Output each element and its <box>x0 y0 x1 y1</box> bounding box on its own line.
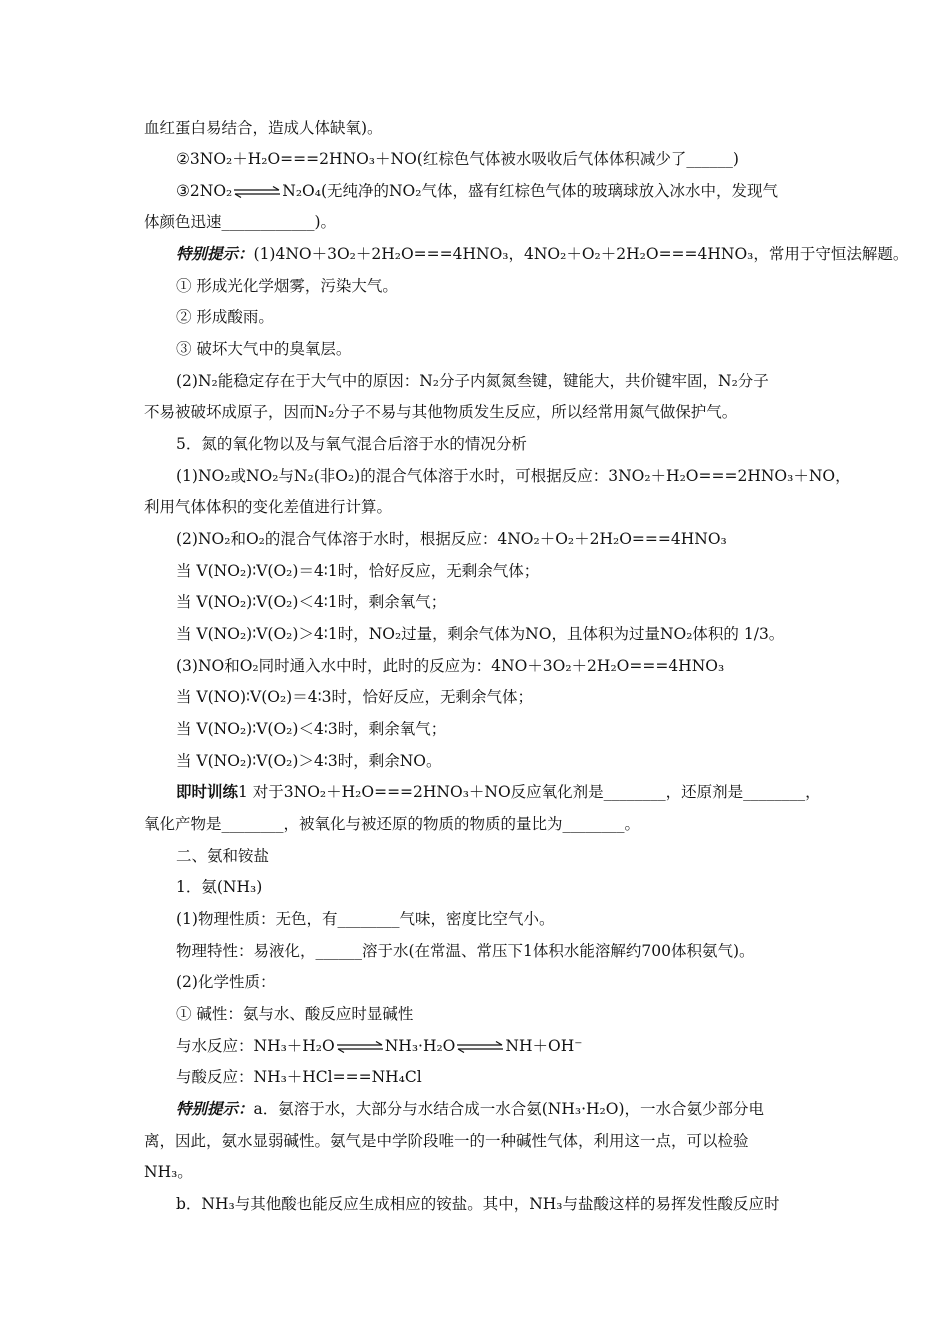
subsection-heading: 1．氨(NH₃) <box>176 878 263 896</box>
text-line: (1)NO₂或NO₂与N₂(非O₂)的混合气体溶于水时，可根据反应：3NO₂＋H₂O===2HNO₃＋NO， <box>176 467 851 485</box>
text-line: 当 V(NO₂)∶V(O₂)＞4∶1时，NO₂过量，剩余气体为NO，且体积为过量NO₂体积的 1/3。 <box>176 625 785 643</box>
text-line: 当 V(NO)∶V(O₂)＝4∶3时，恰好反应，无剩余气体； <box>176 688 533 706</box>
text-line <box>176 781 821 803</box>
text-line: 离，因此，氨水显弱碱性。氨气是中学阶段唯一的一种碱性气体，利用这一点，可以检验 <box>144 1132 749 1150</box>
text-line: 利用气体体积的变化差值进行计算。 <box>144 498 393 516</box>
text-line: 物理特性：易液化，______溶于水(在常温、常压下1体积水能溶解约700体积氨气)。 <box>176 942 755 960</box>
text-line: 与酸反应：NH₃＋HCl===NH₄Cl <box>176 1068 422 1086</box>
text-line: ① 碱性：氨与水、酸反应时显碱性 <box>176 1005 414 1023</box>
text-line: (2)NO₂和O₂的混合气体溶于水时，根据反应：4NO₂＋O₂＋2H₂O===4HNO₃ <box>176 530 727 548</box>
text-line: 不易被破坏成原子，因而N₂分子不易与其他物质发生反应，所以经常用氮气做保护气。 <box>144 403 738 421</box>
text-line: NH₃。 <box>144 1163 193 1181</box>
section-heading: 5．氮的氧化物以及与氧气混合后溶于水的情况分析 <box>176 435 527 453</box>
text-line: b．NH₃与其他酸也能反应生成相应的铵盐。其中，NH₃与盐酸这样的易挥发性酸反应时 <box>176 1195 780 1213</box>
section-heading: 二、氨和铵盐 <box>176 847 270 865</box>
text-line: 当 V(NO₂)∶V(O₂)＜4∶1时，剩余氧气； <box>176 593 447 611</box>
text-line: ① 形成光化学烟雾，污染大气。 <box>176 277 398 295</box>
text-line: 当 V(NO₂)∶V(O₂)＞4∶3时，剩余NO。 <box>176 752 442 770</box>
text-line: 当 V(NO₂)∶V(O₂)＝4∶1时，恰好反应，无剩余气体； <box>176 562 540 580</box>
text-line <box>176 243 908 265</box>
text-line: (3)NO和O₂同时通入水中时，此时的反应为：4NO＋3O₂＋2H₂O===4HNO₃ <box>176 657 725 675</box>
exercise-label: 即时训练 <box>176 782 239 801</box>
text-line <box>176 1098 764 1120</box>
note-label: 特别提示： <box>176 244 254 263</box>
text-fragment: N₂O₄(无纯净的NO₂气体，盛有红棕色气体的玻璃球放入冰水中，发现气 <box>282 182 778 200</box>
text-line <box>176 180 778 202</box>
equilibrium-arrow-icon <box>336 1041 384 1053</box>
text-line: (2)化学性质： <box>176 973 276 991</box>
text-fragment: NH＋OH⁻ <box>505 1037 583 1055</box>
text-line: ② 形成酸雨。 <box>176 308 274 326</box>
text-line: 血红蛋白易结合，造成人体缺氧)。 <box>144 119 383 137</box>
text-fragment: a．氨溶于水，大部分与水结合成一水合氨(NH₃·H₂O)，一水合氨少部分电 <box>253 1100 765 1118</box>
text-line: 体颜色迅速____________)。 <box>144 213 337 231</box>
text-fragment: (1)4NO＋3O₂＋2H₂O===4HNO₃，4NO₂＋O₂＋2H₂O===4HNO₃，常用于守恒法解题。 <box>253 245 909 263</box>
equilibrium-arrow-icon <box>456 1041 504 1053</box>
text-line: ③ 破坏大气中的臭氧层。 <box>176 340 352 358</box>
text-line <box>176 1035 582 1057</box>
note-label: 特别提示： <box>176 1099 254 1118</box>
text-fragment: NH₃·H₂O <box>384 1037 456 1055</box>
text-line: (1)物理性质：无色，有________气味，密度比空气小。 <box>176 910 555 928</box>
text-line: ②3NO₂＋H₂O===2HNO₃＋NO(红棕色气体被水吸收后气体体积减少了______) <box>176 150 739 168</box>
equilibrium-arrow-icon <box>233 186 281 198</box>
text-line: (2)N₂能稳定存在于大气中的原因：N₂分子内氮氮叁键，键能大，共价键牢固，N₂分子 <box>176 372 769 390</box>
text-fragment: 与水反应：NH₃＋H₂O <box>176 1037 335 1055</box>
text-fragment: 1 对于3NO₂＋H₂O===2HNO₃＋NO反应氧化剂是________，还原剂是________， <box>238 783 821 801</box>
text-line: 氧化产物是________，被氧化与被还原的物质的物质的量比为________。 <box>144 815 641 833</box>
text-fragment: ③2NO₂ <box>176 182 233 200</box>
text-line: 当 V(NO₂)∶V(O₂)＜4∶3时，剩余氧气； <box>176 720 447 738</box>
